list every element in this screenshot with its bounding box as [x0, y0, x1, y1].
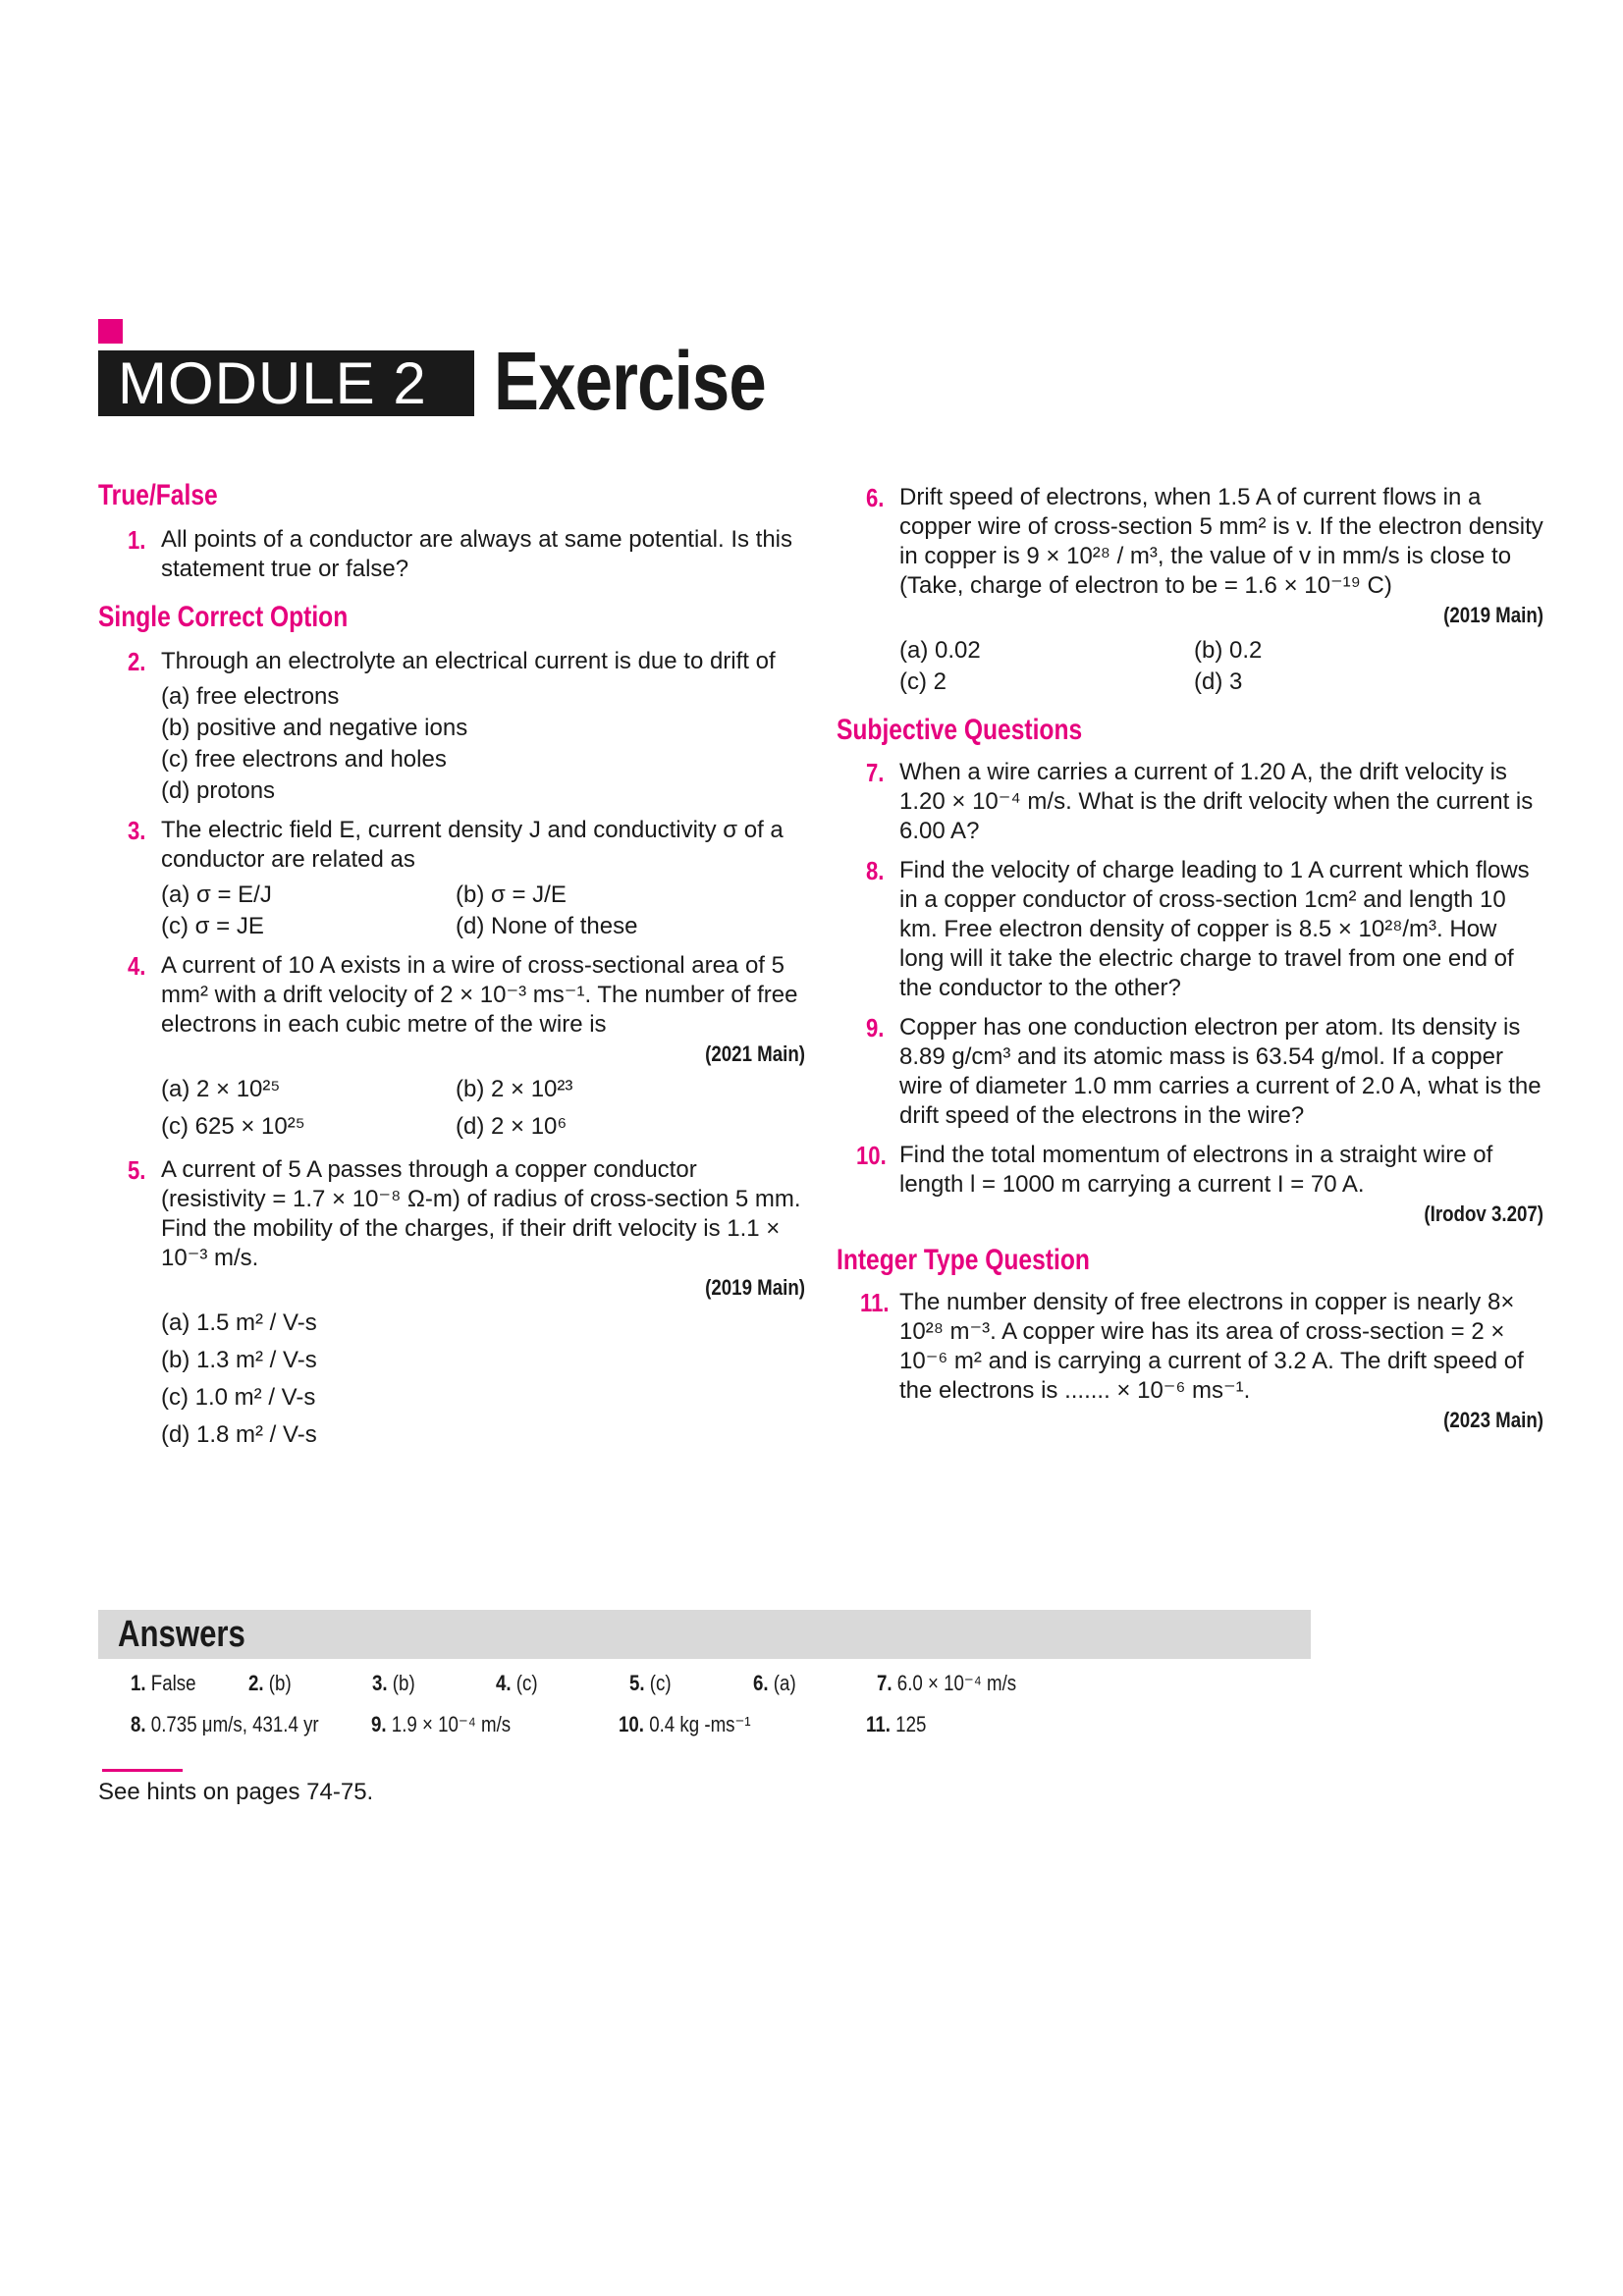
question-number: 1. — [128, 525, 146, 555]
answer-item — [131, 1669, 196, 1698]
answer-number: 9. — [371, 1712, 387, 1736]
answer-value: 6.0 × 10⁻⁴ m/s — [896, 1671, 1017, 1695]
question-8 — [837, 856, 1543, 1003]
answer-value: (b) — [268, 1671, 292, 1695]
question-source: (2019 Main) — [1443, 603, 1543, 627]
answer-number: 2. — [248, 1671, 264, 1695]
option-b: (b) 0.2 — [1194, 637, 1263, 664]
answer-number: 8. — [131, 1712, 146, 1736]
page-title: Exercise — [494, 335, 766, 427]
option-a: (a) σ = E/J — [161, 881, 272, 908]
question-number: 9. — [866, 1013, 885, 1042]
question-source: (Irodov 3.207) — [1424, 1201, 1543, 1226]
option-d: (d) 3 — [1194, 668, 1243, 695]
options-list — [161, 881, 805, 941]
option-c: (c) free electrons and holes — [161, 746, 447, 773]
option-d: (d) None of these — [456, 913, 638, 939]
question-3 — [98, 816, 805, 941]
option-b: (b) positive and negative ions — [161, 715, 468, 741]
answer-item — [619, 1710, 751, 1739]
section-heading-subjective: Subjective Questions — [837, 714, 1083, 746]
option-c: (c) σ = JE — [161, 913, 264, 939]
header-accent-square — [98, 319, 123, 344]
question-text: Through an electrolyte an electrical current is due to drift of — [161, 648, 776, 674]
answer-number: 7. — [877, 1671, 893, 1695]
answer-item — [877, 1669, 1016, 1698]
option-d: (d) 2 × 10⁶ — [456, 1113, 568, 1140]
answers-heading: Answers — [118, 1614, 245, 1655]
option-a: (a) 0.02 — [899, 637, 981, 664]
section-heading-single-correct: Single Correct Option — [98, 601, 349, 633]
question-source: (2019 Main) — [705, 1275, 805, 1300]
left-column — [98, 476, 805, 1450]
answer-number: 5. — [629, 1671, 645, 1695]
module-label: MODULE 2 — [98, 350, 474, 416]
option-b: (b) σ = J/E — [456, 881, 567, 908]
answer-value: (a) — [773, 1671, 796, 1695]
options-list — [161, 682, 805, 806]
question-text: All points of a conductor are always at same potential. Is this statement true or false? — [161, 526, 792, 582]
right-column — [837, 483, 1543, 1435]
option-c: (c) 1.0 m² / V-s — [161, 1384, 316, 1411]
section-heading-true-false: True/False — [98, 479, 218, 511]
answer-value: 0.4 kg -ms⁻¹ — [649, 1712, 751, 1736]
answer-value: False — [150, 1671, 196, 1695]
answer-number: 3. — [372, 1671, 388, 1695]
option-c: (c) 625 × 10²⁵ — [161, 1113, 305, 1140]
hints-reference: See hints on pages 74-75. — [98, 1779, 374, 1805]
question-text: The electric field E, current density J and conductivity σ of a conductor are related as — [161, 817, 784, 873]
options-list — [161, 1308, 805, 1450]
question-text: A current of 5 A passes through a copper conductor (resistivity = 1.7 × 10⁻⁸ Ω-m) of radius of cross-section 5 mm. Find the mobility of the charges, if their drift velocity is 1.1 × 10⁻³ m/s. — [161, 1156, 801, 1271]
question-7 — [837, 758, 1543, 846]
answer-number: 6. — [753, 1671, 769, 1695]
answer-item — [371, 1710, 511, 1739]
question-number: 5. — [128, 1155, 146, 1185]
answer-number: 10. — [619, 1712, 645, 1736]
section-heading-integer: Integer Type Question — [837, 1244, 1090, 1276]
answer-item — [866, 1710, 926, 1739]
answer-value: 125 — [895, 1712, 927, 1736]
answer-item — [629, 1669, 672, 1698]
question-5 — [98, 1155, 805, 1450]
question-source: (2023 Main) — [1443, 1408, 1543, 1432]
question-number: 7. — [866, 758, 885, 787]
question-text: Find the velocity of charge leading to 1 A current which flows in a copper conductor of cross-section 1cm² and length 10 km. Free electron density of copper is 8.5 × 10²⁸/m³. How long will it take the electric charge to travel from one end of the conductor to the other? — [899, 857, 1530, 1001]
question-text: Copper has one conduction electron per atom. Its density is 8.89 g/cm³ and its atomic mass is 63.54 g/mol. If a copper wire of diameter 1.0 mm carries a current of 2.0 A, what is the drift speed of the electrons in the wire? — [899, 1014, 1542, 1129]
question-10 — [837, 1141, 1543, 1229]
answer-value: (c) — [649, 1671, 672, 1695]
question-number: 8. — [866, 856, 885, 885]
question-6 — [837, 483, 1543, 697]
option-d: (d) protons — [161, 777, 276, 804]
answer-number: 4. — [496, 1671, 512, 1695]
answers-banner — [98, 1610, 1311, 1659]
question-source: (2021 Main) — [705, 1041, 805, 1066]
answer-item — [372, 1669, 415, 1698]
option-c: (c) 2 — [899, 668, 947, 695]
question-number: 6. — [866, 483, 885, 512]
option-d: (d) 1.8 m² / V-s — [161, 1421, 317, 1448]
question-number: 2. — [128, 647, 146, 676]
question-text: When a wire carries a current of 1.20 A, the drift velocity is 1.20 × 10⁻⁴ m/s. What is the drift velocity when the current is 6.00 A? — [899, 759, 1534, 844]
question-text: Drift speed of electrons, when 1.5 A of current flows in a copper wire of cross-section 5 mm² is v. If the electron density in copper is 9 × 10²⁸ / m³, the value of v in mm/s is close to (Take, charge of electron to be = 1.6 × 10⁻¹⁹ C) — [899, 484, 1543, 599]
options-list — [899, 636, 1543, 697]
question-number: 4. — [128, 951, 146, 981]
question-number: 10. — [856, 1141, 887, 1170]
question-text: Find the total momentum of electrons in a straight wire of length l = 1000 m carrying a current I = 70 A. — [899, 1142, 1493, 1198]
question-9 — [837, 1013, 1543, 1131]
question-11 — [837, 1288, 1543, 1435]
answer-value: (b) — [392, 1671, 415, 1695]
option-a: (a) free electrons — [161, 683, 340, 710]
answer-item — [131, 1710, 319, 1739]
question-text: A current of 10 A exists in a wire of cross-sectional area of 5 mm² with a drift velocity of 2 × 10⁻³ ms⁻¹. The number of free electrons in each cubic metre of the wire is — [161, 952, 798, 1038]
answer-value: 1.9 × 10⁻⁴ m/s — [391, 1712, 512, 1736]
answer-item — [248, 1669, 292, 1698]
answer-item — [753, 1669, 796, 1698]
hint-divider — [102, 1769, 183, 1772]
question-number: 3. — [128, 816, 146, 845]
option-a: (a) 1.5 m² / V-s — [161, 1309, 317, 1336]
answer-value: (c) — [515, 1671, 538, 1695]
answer-number: 11. — [866, 1712, 891, 1736]
option-a: (a) 2 × 10²⁵ — [161, 1076, 281, 1102]
answer-item — [496, 1669, 538, 1698]
question-4 — [98, 951, 805, 1142]
question-2 — [98, 647, 805, 806]
option-b: (b) 1.3 m² / V-s — [161, 1347, 317, 1373]
option-b: (b) 2 × 10²³ — [456, 1076, 573, 1102]
options-list — [161, 1075, 805, 1142]
question-text: The number density of free electrons in copper is nearly 8× 10²⁸ m⁻³. A copper wire has its area of cross-section = 2 × 10⁻⁶ m² and is carrying a current of 3.2 A. The drift speed of the electrons is ....... × 10⁻⁶ ms⁻¹. — [899, 1289, 1524, 1404]
answer-value: 0.735 μm/s, 431.4 yr — [150, 1712, 319, 1736]
question-1 — [98, 525, 805, 584]
answer-number: 1. — [131, 1671, 146, 1695]
question-number: 11. — [860, 1288, 890, 1317]
